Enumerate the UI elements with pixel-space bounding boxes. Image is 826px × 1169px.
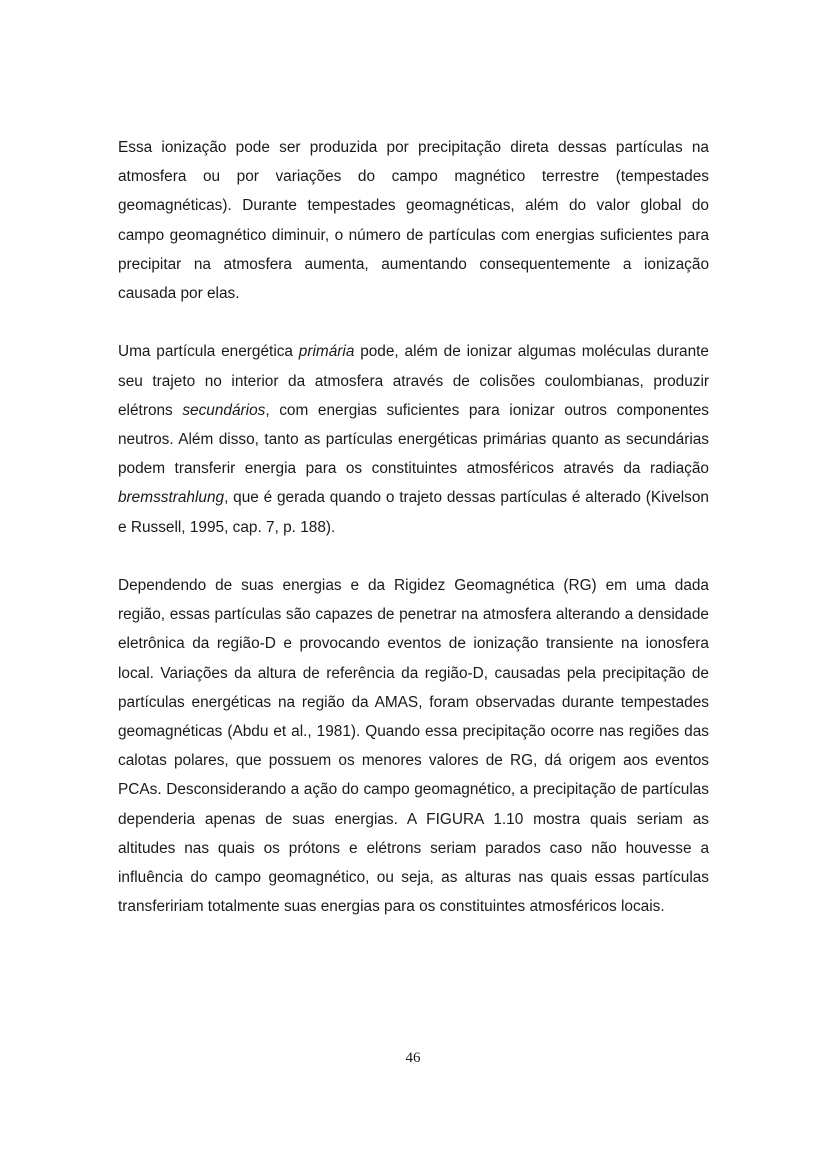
italic-term-secundarios: secundários bbox=[182, 401, 266, 419]
paragraph-text: , que é gerada quando o trajeto dessas partículas é alterado (Kivelson e Russell, 1995, cap. 7, p. 188). bbox=[118, 489, 709, 536]
italic-term-bremsstrahlung: bremsstrahlung bbox=[118, 489, 225, 507]
body-text bbox=[118, 133, 709, 921]
paragraph-primary-particles bbox=[118, 337, 709, 541]
paragraph-text: Dependendo de suas energias e da Rigidez Geomagnética (RG) em uma dada região, essas partículas são capazes de penetrar na atmosfera alterando a densidade eletrônica da região-D e provocando eventos de ionização transiente na ionosfera local. Variações da altura de referência da região-D, causadas pela precipitação de partículas energéticas na região da AMAS, foram observadas durante tempestades geomagnéticas (Abdu et al., 1981). Quando essa precipitação ocorre nas regiões das calotas polares, que possuem os menores valores de RG, dá origem aos eventos PCAs. Desconsiderando a ação do campo geomagnético, a precipitação de partículas dependeria apenas de suas energias. A FIGURA 1.10 mostra quais seriam as altitudes nas quais os prótons e elétrons seriam parados caso não houvesse a influência do campo geomagnético, ou seja, as alturas nas quais essas partículas transfeririam totalmente suas energias para os constituintes atmosféricos locais. bbox=[118, 577, 709, 916]
paragraph-text: pode, além de ionizar algumas moléculas durante seu trajeto no interior da atmosfera através de colisões coulombianas, produzir elétrons bbox=[118, 343, 709, 419]
italic-term-primaria: primária bbox=[298, 343, 355, 361]
paragraph-text: Essa ionização pode ser produzida por precipitação direta dessas partículas na atmosfera ou por variações do campo magnético terrestre (tempestades geomagnéticas). Durante tempestades geomagnéticas, além do valor global do campo geomagnético diminuir, o número de partículas com energias suficientes para precipitar na atmosfera aumenta, aumentando consequentemente a ionização causada por elas. bbox=[118, 139, 709, 303]
paragraph-text: , com energias suficientes para ionizar outros componentes neutros. Além disso, tanto as partículas energéticas primárias quanto as secundárias podem transferir energia para os constituintes atmosféricos através da radiação bbox=[118, 401, 709, 478]
paragraph-text: Uma partícula energética bbox=[118, 343, 299, 361]
paragraph-ionization-sources bbox=[118, 133, 709, 308]
page-number: 46 bbox=[405, 1050, 421, 1066]
paragraph-geomagnetic-rigidity bbox=[118, 571, 709, 921]
